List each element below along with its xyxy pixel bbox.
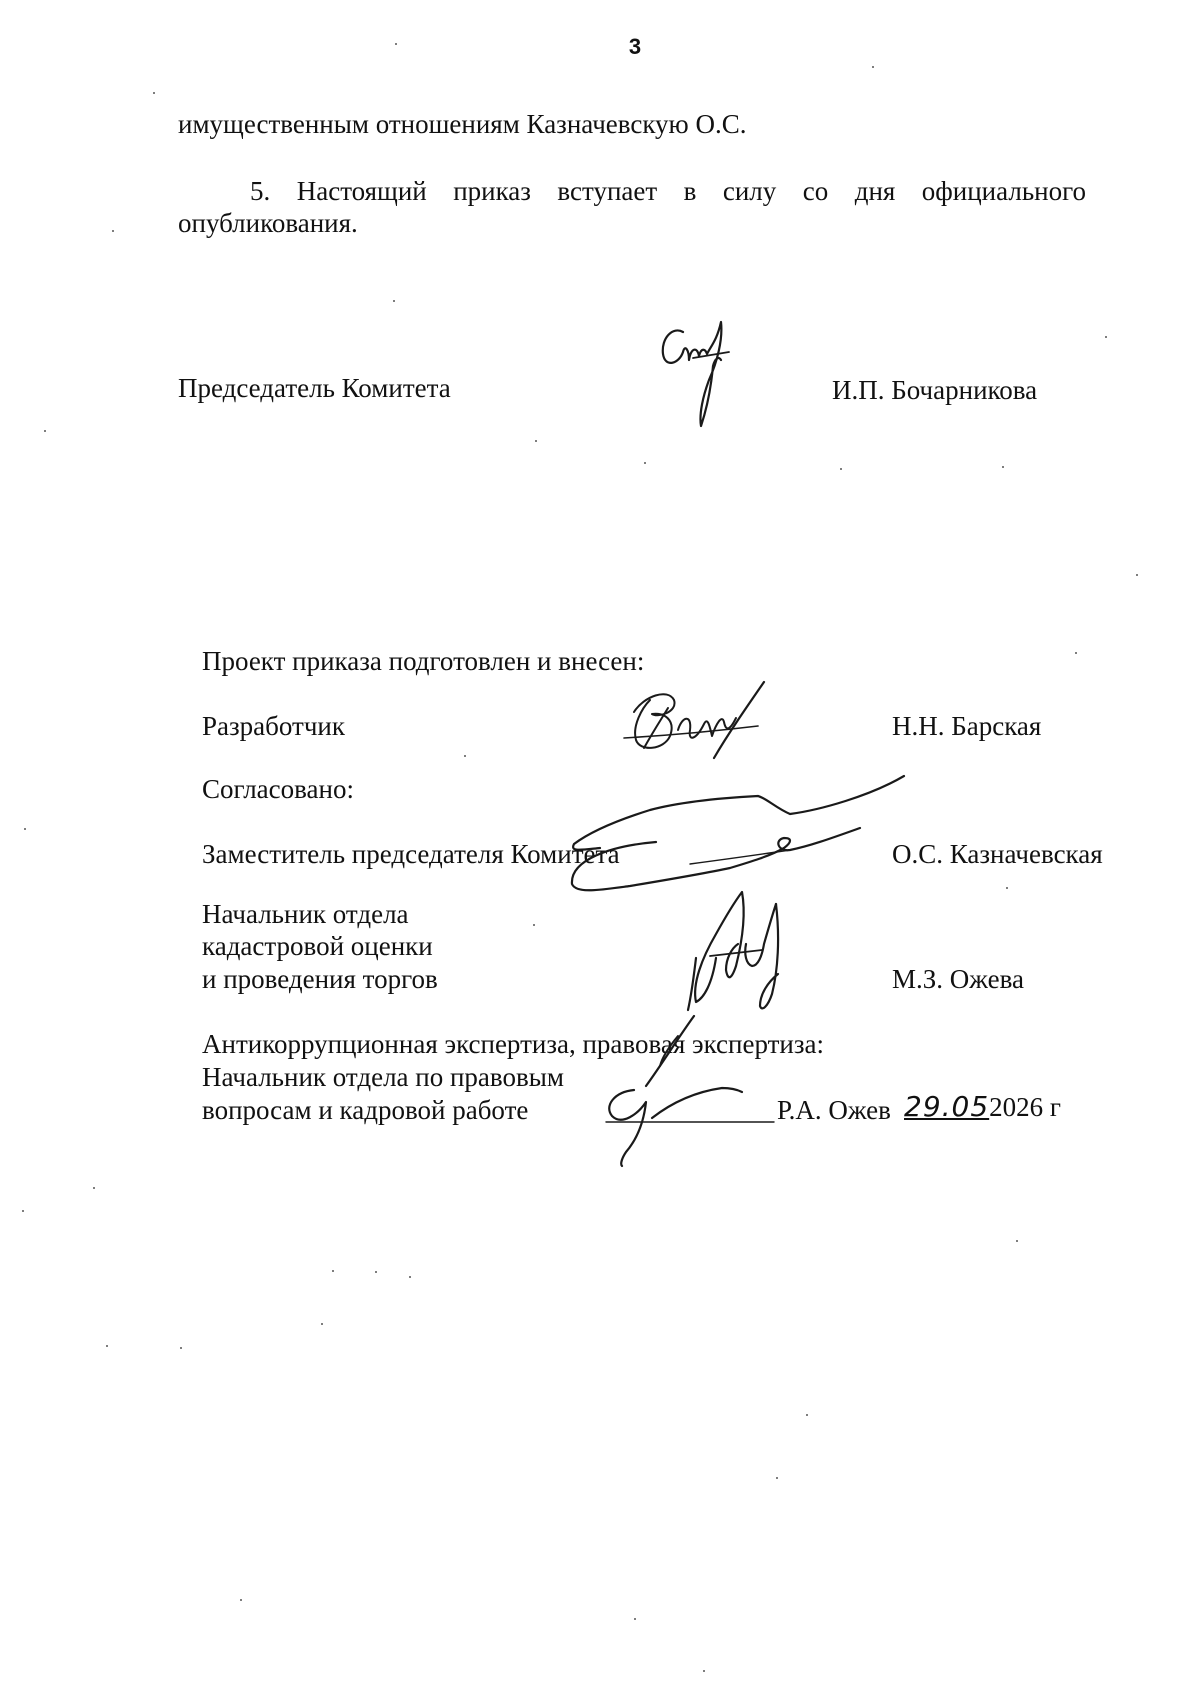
scan-speck [840,468,842,470]
developer-name: Н.Н. Барская [892,711,1042,741]
paragraph-5-line-2: опубликования. [178,208,358,239]
page-number: 3 [628,34,642,59]
scan-speck [703,1670,705,1672]
scan-speck [240,1599,242,1601]
scan-speck [1075,652,1077,654]
agreed-heading: Согласовано: [202,774,354,804]
scan-speck [106,1345,108,1347]
legal-head-signature [582,1008,782,1168]
head-dept-line-2: кадастровой оценки [202,931,433,961]
scan-speck [776,1477,778,1479]
chairman-signature [655,318,745,430]
scan-speck [1136,574,1138,576]
scan-speck [1016,1240,1018,1242]
scan-speck [153,92,155,94]
scan-speck [806,1414,808,1416]
legal-head-name: Р.А. Ожев [777,1095,891,1125]
chairman-title: Председатель Комитета [178,373,451,403]
scan-speck [395,43,397,45]
head-dept-line-3: и проведения торгов [202,964,438,994]
scan-speck [1002,466,1004,468]
developer-title: Разработчик [202,711,345,741]
legal-head-line-1: Начальник отдела по правовым [202,1062,564,1092]
paragraph-5-line-1: 5. Настоящий приказ вступает в силу со дня официального [250,176,1086,206]
scan-speck [93,1187,95,1189]
scan-speck [533,924,535,926]
signing-date [904,1090,1061,1124]
scan-speck [321,1323,323,1325]
expertise-heading: Антикоррупционная экспертиза, правовая экспертиза: [202,1029,825,1059]
scan-speck [22,1210,24,1212]
scan-speck [332,1270,334,1272]
scan-speck [44,430,46,432]
legal-head-line-2: вопросам и кадровой работе [202,1095,529,1125]
paragraph-5 [178,175,1086,240]
handwritten-date: 29.05 [904,1090,990,1123]
scan-speck [535,440,537,442]
deputy-title: Заместитель председателя Комитета [202,839,620,869]
chairman-name: И.П. Бочарникова [832,375,1038,405]
scan-speck [375,1271,377,1273]
scan-speck [634,1618,636,1620]
prepared-heading: Проект приказа подготовлен и внесен: [202,646,645,676]
date-year: 2026 г [989,1092,1061,1122]
scan-speck [1006,887,1008,889]
head-dept-signature [672,874,802,1014]
scan-speck [464,755,466,757]
developer-signature [618,678,788,760]
scan-speck [872,66,874,68]
scan-speck [644,462,646,464]
head-dept-line-1: Начальник отдела [202,899,409,929]
scan-speck [393,300,395,302]
scan-speck [409,1276,411,1278]
scan-speck [1105,336,1107,338]
head-dept-name: М.З. Ожева [892,964,1024,994]
scan-speck [24,828,26,830]
scan-speck [180,1347,182,1349]
scan-speck [112,230,114,232]
continuation-line: имущественным отношениям Казначевскую О.С. [178,109,747,139]
deputy-name: О.С. Казначевская [892,839,1103,869]
